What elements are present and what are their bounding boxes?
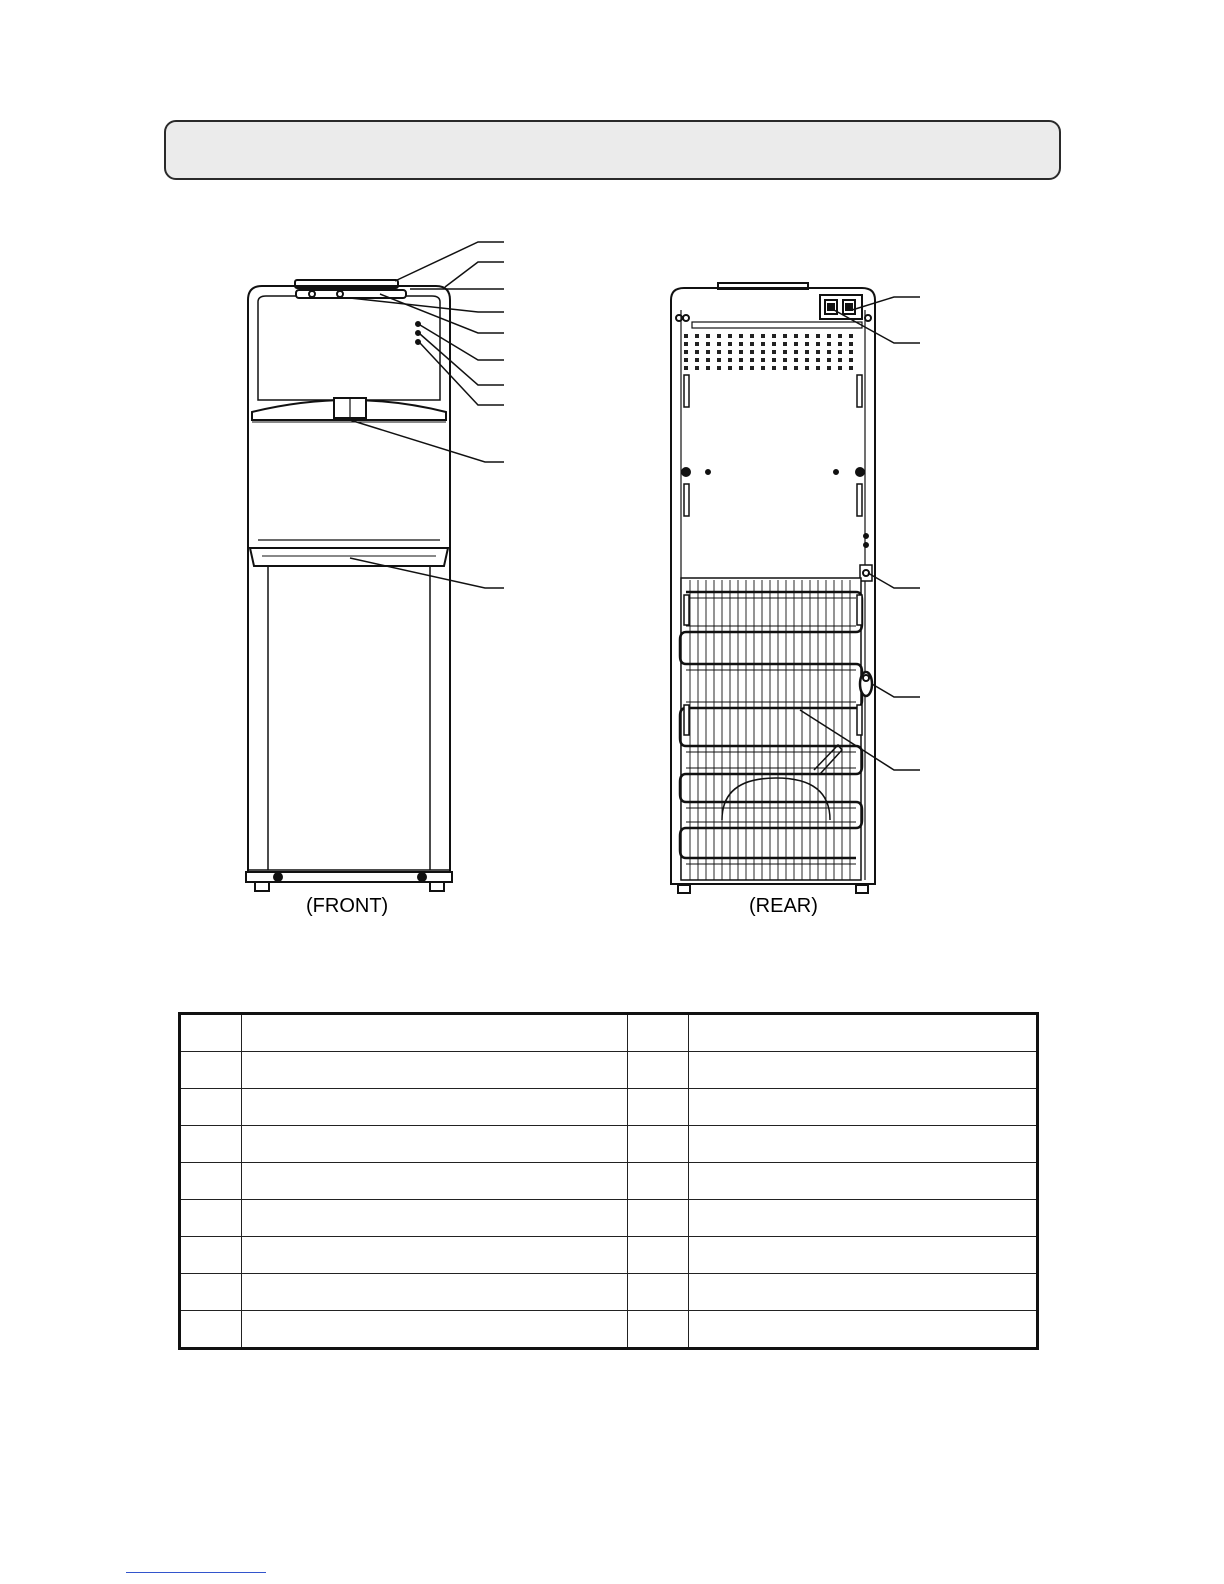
part-number-cell — [180, 1089, 242, 1126]
part-number-cell — [628, 1311, 689, 1349]
part-number-cell — [180, 1126, 242, 1163]
part-name-cell — [689, 1126, 1038, 1163]
part-number-cell — [628, 1052, 689, 1089]
part-name-cell — [689, 1237, 1038, 1274]
table-row — [180, 1274, 1038, 1311]
part-name-cell — [689, 1163, 1038, 1200]
part-name-cell — [689, 1311, 1038, 1349]
part-name-cell — [242, 1126, 628, 1163]
part-name-cell — [689, 1200, 1038, 1237]
part-number-cell — [180, 1163, 242, 1200]
part-number-cell — [180, 1237, 242, 1274]
front-view — [246, 280, 452, 891]
table-row — [180, 1311, 1038, 1349]
part-name-cell — [689, 1014, 1038, 1052]
part-name-cell — [242, 1052, 628, 1089]
part-number-cell — [628, 1089, 689, 1126]
part-number-cell — [628, 1126, 689, 1163]
table-row — [180, 1089, 1038, 1126]
table-row — [180, 1126, 1038, 1163]
parts-table — [178, 1012, 1039, 1350]
part-name-cell — [689, 1089, 1038, 1126]
part-number-cell — [628, 1014, 689, 1052]
part-name-cell — [242, 1274, 628, 1311]
table-row — [180, 1237, 1038, 1274]
part-number-cell — [180, 1052, 242, 1089]
part-number-cell — [628, 1163, 689, 1200]
part-number-cell — [628, 1274, 689, 1311]
table-row — [180, 1052, 1038, 1089]
part-number-cell — [180, 1200, 242, 1237]
rear-view-label: (REAR) — [749, 895, 818, 917]
table-row — [180, 1163, 1038, 1200]
part-name-cell — [242, 1311, 628, 1349]
part-number-cell — [628, 1237, 689, 1274]
footer-link-underline — [126, 1572, 266, 1573]
part-name-cell — [689, 1052, 1038, 1089]
part-name-cell — [689, 1274, 1038, 1311]
part-number-cell — [628, 1200, 689, 1237]
part-name-cell — [242, 1200, 628, 1237]
part-name-cell — [242, 1089, 628, 1126]
part-name-cell — [242, 1163, 628, 1200]
table-row — [180, 1200, 1038, 1237]
table-row — [180, 1014, 1038, 1052]
part-number-cell — [180, 1014, 242, 1052]
part-name-cell — [242, 1014, 628, 1052]
part-name-cell — [242, 1237, 628, 1274]
part-number-cell — [180, 1311, 242, 1349]
rear-view — [671, 283, 875, 893]
part-number-cell — [180, 1274, 242, 1311]
front-view-label: (FRONT) — [306, 895, 389, 917]
